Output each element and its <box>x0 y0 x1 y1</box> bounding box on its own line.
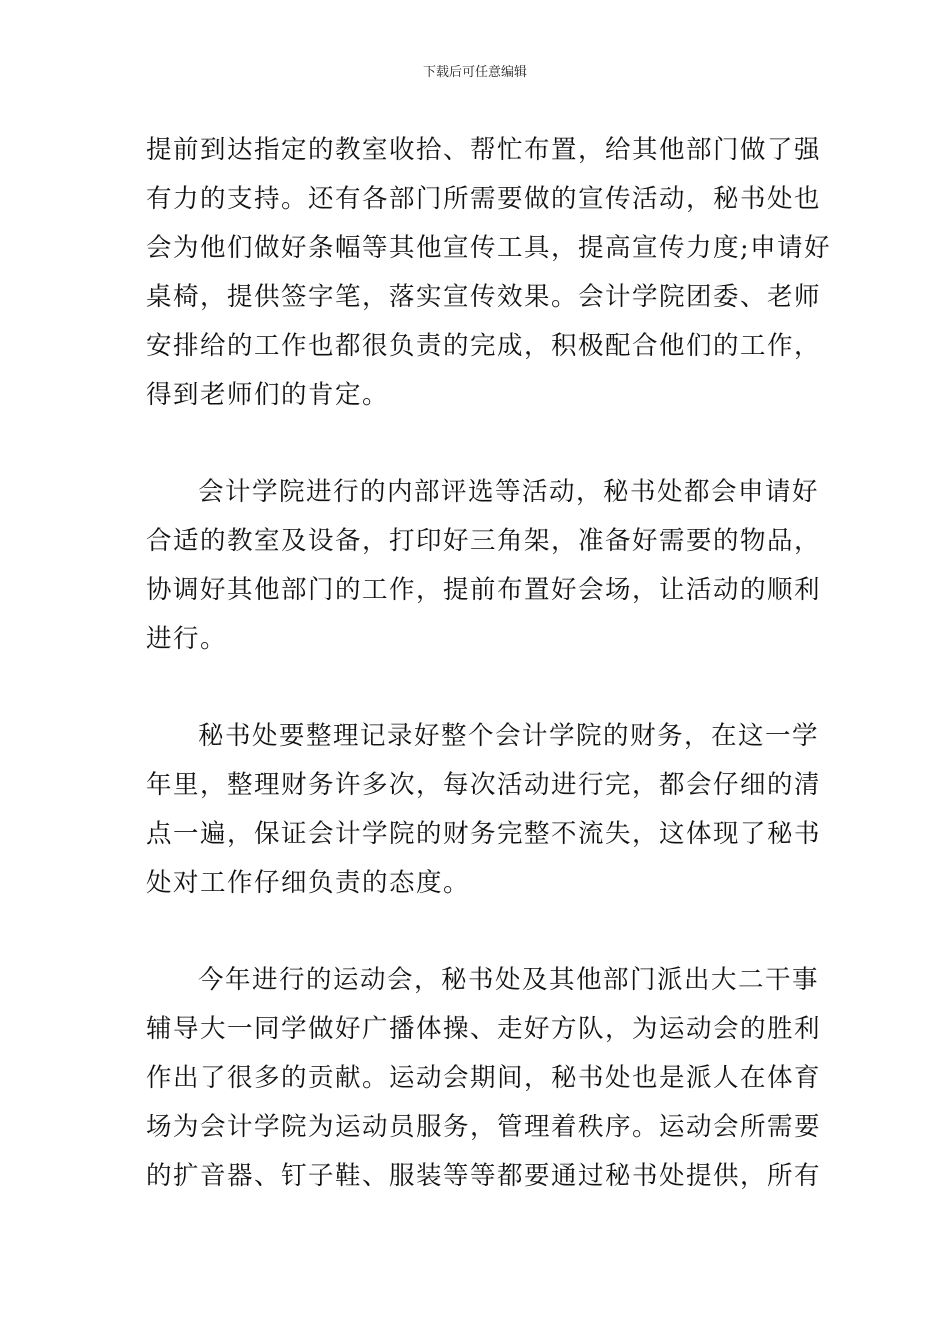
text-line: 进行。 <box>146 624 228 654</box>
paragraph-1 <box>146 126 832 420</box>
paragraph-spacer <box>146 908 806 956</box>
text-line: 得到老师们的肯定。 <box>146 380 390 410</box>
text-line: 桌椅，提供签字笔，落实宣传效果。会计学院团委、老师 <box>146 282 822 312</box>
text-line: 协调好其他部门的工作，提前布置好会场，让活动的顺利 <box>146 575 822 605</box>
text-line: 辅导大一同学做好广播体操、走好方队，为运动会的胜利 <box>146 1014 822 1044</box>
paragraph-2 <box>146 468 822 664</box>
text-line: 点一遍，保证会计学院的财务完整不流失，这体现了秘书 <box>146 819 822 849</box>
text-line: 今年进行的运动会，秘书处及其他部门派出大二干事 <box>198 965 820 995</box>
text-line: 会计学院进行的内部评选等活动，秘书处都会申请好 <box>198 477 820 507</box>
text-line: 有力的支持。还有各部门所需要做的宣传活动，秘书处也 <box>146 184 822 214</box>
text-line: 会为他们做好条幅等其他宣传工具，提高宣传力度;申请好 <box>146 233 832 263</box>
text-line: 年里，整理财务许多次，每次活动进行完，都会仔细的清 <box>146 770 822 800</box>
text-line: 安排给的工作也都很负责的完成，积极配合他们的工作， <box>146 331 822 361</box>
text-line: 合适的教室及设备，打印好三角架，准备好需要的物品， <box>146 526 822 556</box>
document-body <box>146 126 832 1201</box>
text-line: 的扩音器、钉子鞋、服装等等都要通过秘书处提供，所有 <box>146 1161 822 1191</box>
paragraph-spacer <box>146 664 806 712</box>
text-line: 提前到达指定的教室收拾、帮忙布置，给其他部门做了强 <box>146 135 822 165</box>
paragraph-3 <box>146 712 822 908</box>
text-line: 秘书处要整理记录好整个会计学院的财务，在这一学 <box>198 721 820 751</box>
text-line: 场为会计学院为运动员服务，管理着秩序。运动会所需要 <box>146 1112 822 1142</box>
text-line: 处对工作仔细负责的态度。 <box>146 868 471 898</box>
paragraph-4 <box>146 956 822 1201</box>
page-header: 下载后可任意编辑 <box>422 65 527 80</box>
text-line: 作出了很多的贡献。运动会期间，秘书处也是派人在体育 <box>146 1063 822 1093</box>
paragraph-spacer <box>146 420 806 468</box>
